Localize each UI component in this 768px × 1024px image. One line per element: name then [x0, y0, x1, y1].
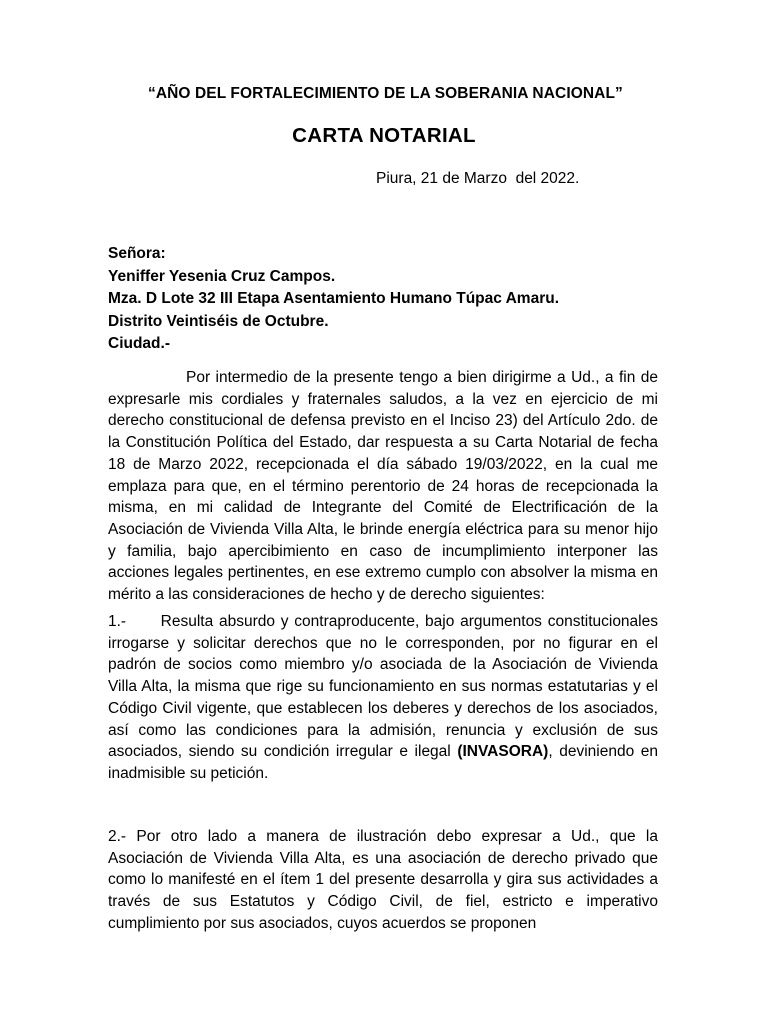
point-2-paragraph: 2.- Por otro lado a manera de ilustración debo expresar a Ud., que la Asociación de Vivienda Villa Alta, es una asociación de derecho privado que como lo manifesté en el ítem 1 del presente desarrolla y gira sus actividades a través de sus Estatutos y Código Civil, de fiel, estricto e imperativo cumplimiento por sus asociados, cuyos acuerdos se proponen	[108, 828, 658, 932]
point-1-text: 1.- Resulta absurdo y contraproducente, bajo argumentos constitucionales irrogarse y solicitar derechos que no le corresponden, por no figurar en el padrón de socios como miembro y/o asociada de la Asociación de Vivienda Villa Alta, la misma que rige su funcionamiento en sus normas estatutarias y el Código Civil vigente, que establecen los deberes y derechos de los asociados, así como las condiciones para la admisión, renuncia y exclusión de sus asociados, siendo su condición irregular e ilegal	[108, 613, 663, 761]
recipient-city: Ciudad.-	[108, 335, 170, 352]
point-1-ending: , deviniendo en inadmisible su petición.	[108, 743, 659, 782]
point-1-emphasis: (INVASORA)	[457, 743, 549, 761]
intro-paragraph-text: Por intermedio de la presente tengo a bien dirigirme a Ud., a fin de expresarle mis cordiales y fraternales saludos, a la vez en ejercicio de mi derecho constitucional de defensa previsto en el Inciso 23) del Artículo 2do. de la Constitución Política del Estado, dar respuesta a su Carta Notarial de fecha 18 de Marzo 2022, recepcionada el día sábado 19/03/2022, en la cual me emplaza para que, en el término perentorio de 24 horas de recepcionada la misma, en mi calidad de Integrante del Comité de Electrificación de la Asociación de Vivienda Villa Alta, le brinde energía eléctrica para su menor hijo y familia, bajo apercibimiento en caso de incumplimiento interponer las acciones legales pertinentes, en ese extremo cumplo con absolver la misma en mérito a las consideraciones de hecho y de derecho siguientes:	[108, 369, 658, 604]
recipient-salutation: Señora:	[108, 245, 166, 262]
year-motto-heading: “AÑO DEL FORTALECIMIENTO DE LA SOBERANIA NACIONAL”	[148, 85, 623, 102]
place-date-line: Piura, 21 de Marzo del 2022.	[376, 170, 580, 187]
intro-paragraph	[108, 367, 658, 606]
recipient-name: Yeniffer Yesenia Cruz Campos.	[108, 267, 336, 285]
point-1-paragraph	[108, 611, 663, 785]
recipient-address: Mza. D Lote 32 III Etapa Asentamiento Humano Túpac Amaru.	[108, 290, 560, 307]
recipient-block	[108, 243, 668, 356]
recipient-district: Distrito Veintiséis de Octubre.	[108, 312, 329, 330]
document-title: CARTA NOTARIAL	[292, 124, 476, 147]
